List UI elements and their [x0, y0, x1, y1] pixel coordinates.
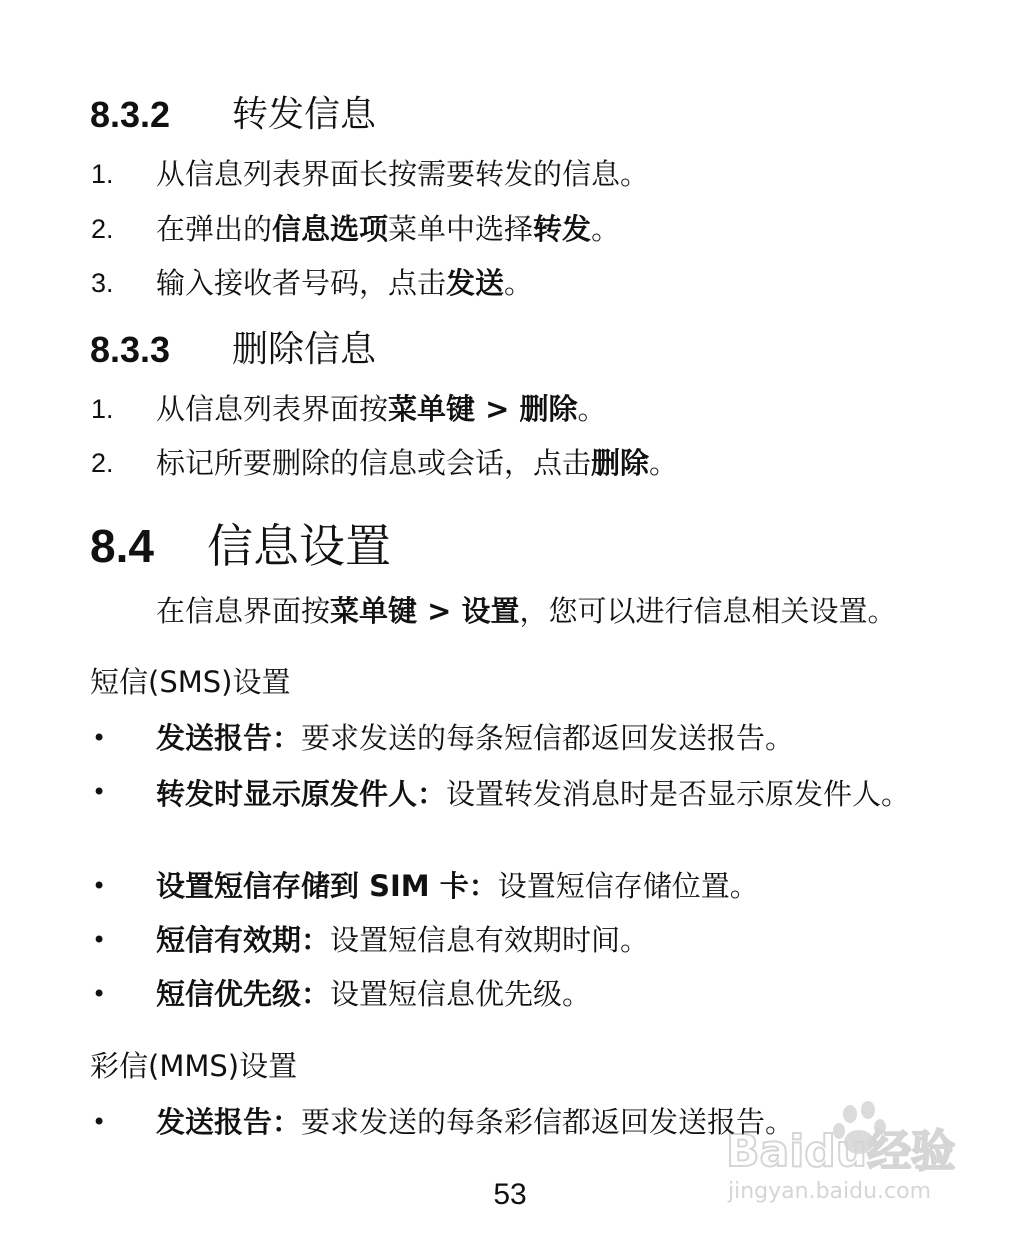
- bullet-icon: •: [92, 872, 107, 900]
- bullet-item: [0, 774, 1020, 858]
- menu-name: 信息选项: [272, 212, 389, 246]
- list-text: 从信息列表界面长按需要转发的信息。: [156, 157, 650, 191]
- menu-path: 菜单键 > 设置: [330, 594, 520, 628]
- section-title: 信息设置: [207, 519, 391, 573]
- section-title: 删除信息: [232, 329, 377, 370]
- bullet-text: 短信有效期：设置短信息有效期时间。: [156, 923, 650, 957]
- option-name: 删除: [591, 446, 650, 480]
- section-title: 转发信息: [232, 94, 377, 135]
- setting-name: 短信优先级：: [156, 977, 331, 1011]
- list-text: 标记所要删除的信息或会话，点击删除。: [156, 446, 679, 480]
- section-8-3-2-heading: [90, 93, 490, 137]
- bullet-text: 短信优先级：设置短信息优先级。: [156, 977, 592, 1011]
- mms-settings-heading: 彩信(MMS)设置: [90, 1049, 298, 1083]
- bullet-text: 发送报告：要求发送的每条彩信都返回发送报告。: [156, 1105, 795, 1139]
- list-marker: 2.: [91, 214, 114, 244]
- option-name: 发送: [446, 266, 505, 300]
- bullet-text: 发送报告：要求发送的每条短信都返回发送报告。: [156, 721, 795, 755]
- list-marker: 1.: [91, 394, 114, 424]
- section-8-3-3-heading: [90, 328, 490, 372]
- watermark-brand: Baidu经验: [726, 1126, 956, 1177]
- bullet-icon: •: [92, 724, 107, 752]
- bullet-icon: •: [92, 1108, 107, 1136]
- option-name: 转发: [533, 212, 592, 246]
- section-number: 8.4: [90, 520, 154, 572]
- section-8-4-heading: [90, 518, 490, 574]
- bullet-icon: •: [92, 926, 107, 954]
- bullet-icon: •: [92, 778, 107, 806]
- list-marker: 1.: [91, 159, 114, 189]
- bullet-text: 设置短信存储到 SIM 卡：设置短信存储位置。: [156, 869, 759, 903]
- sms-settings-heading: 短信(SMS)设置: [90, 665, 291, 699]
- list-marker: 3.: [91, 268, 114, 298]
- section-number: 8.3.3: [90, 329, 171, 370]
- list-marker: 2.: [91, 448, 114, 478]
- setting-name: 发送报告：: [156, 1105, 302, 1139]
- menu-path: 菜单键 > 删除: [388, 392, 578, 426]
- setting-name: 短信有效期：: [156, 923, 331, 957]
- bullet-text: 转发时显示原发件人：设置转发消息时是否显示原发件人。: [156, 777, 911, 811]
- setting-name: 设置短信存储到 SIM 卡：: [156, 869, 498, 903]
- list-text: 从信息列表界面按菜单键 > 删除。: [156, 392, 607, 426]
- list-text: 在弹出的信息选项菜单中选择转发。: [156, 212, 621, 246]
- section-number: 8.3.2: [90, 94, 171, 135]
- bullet-icon: •: [92, 980, 107, 1008]
- list-text: 输入接收者号码，点击发送。: [156, 266, 534, 300]
- setting-name: 转发时显示原发件人：: [156, 777, 447, 811]
- setting-name: 发送报告：: [156, 721, 302, 755]
- watermark-url: jingyan.baidu.com: [728, 1179, 932, 1204]
- page-number: 53: [493, 1178, 527, 1211]
